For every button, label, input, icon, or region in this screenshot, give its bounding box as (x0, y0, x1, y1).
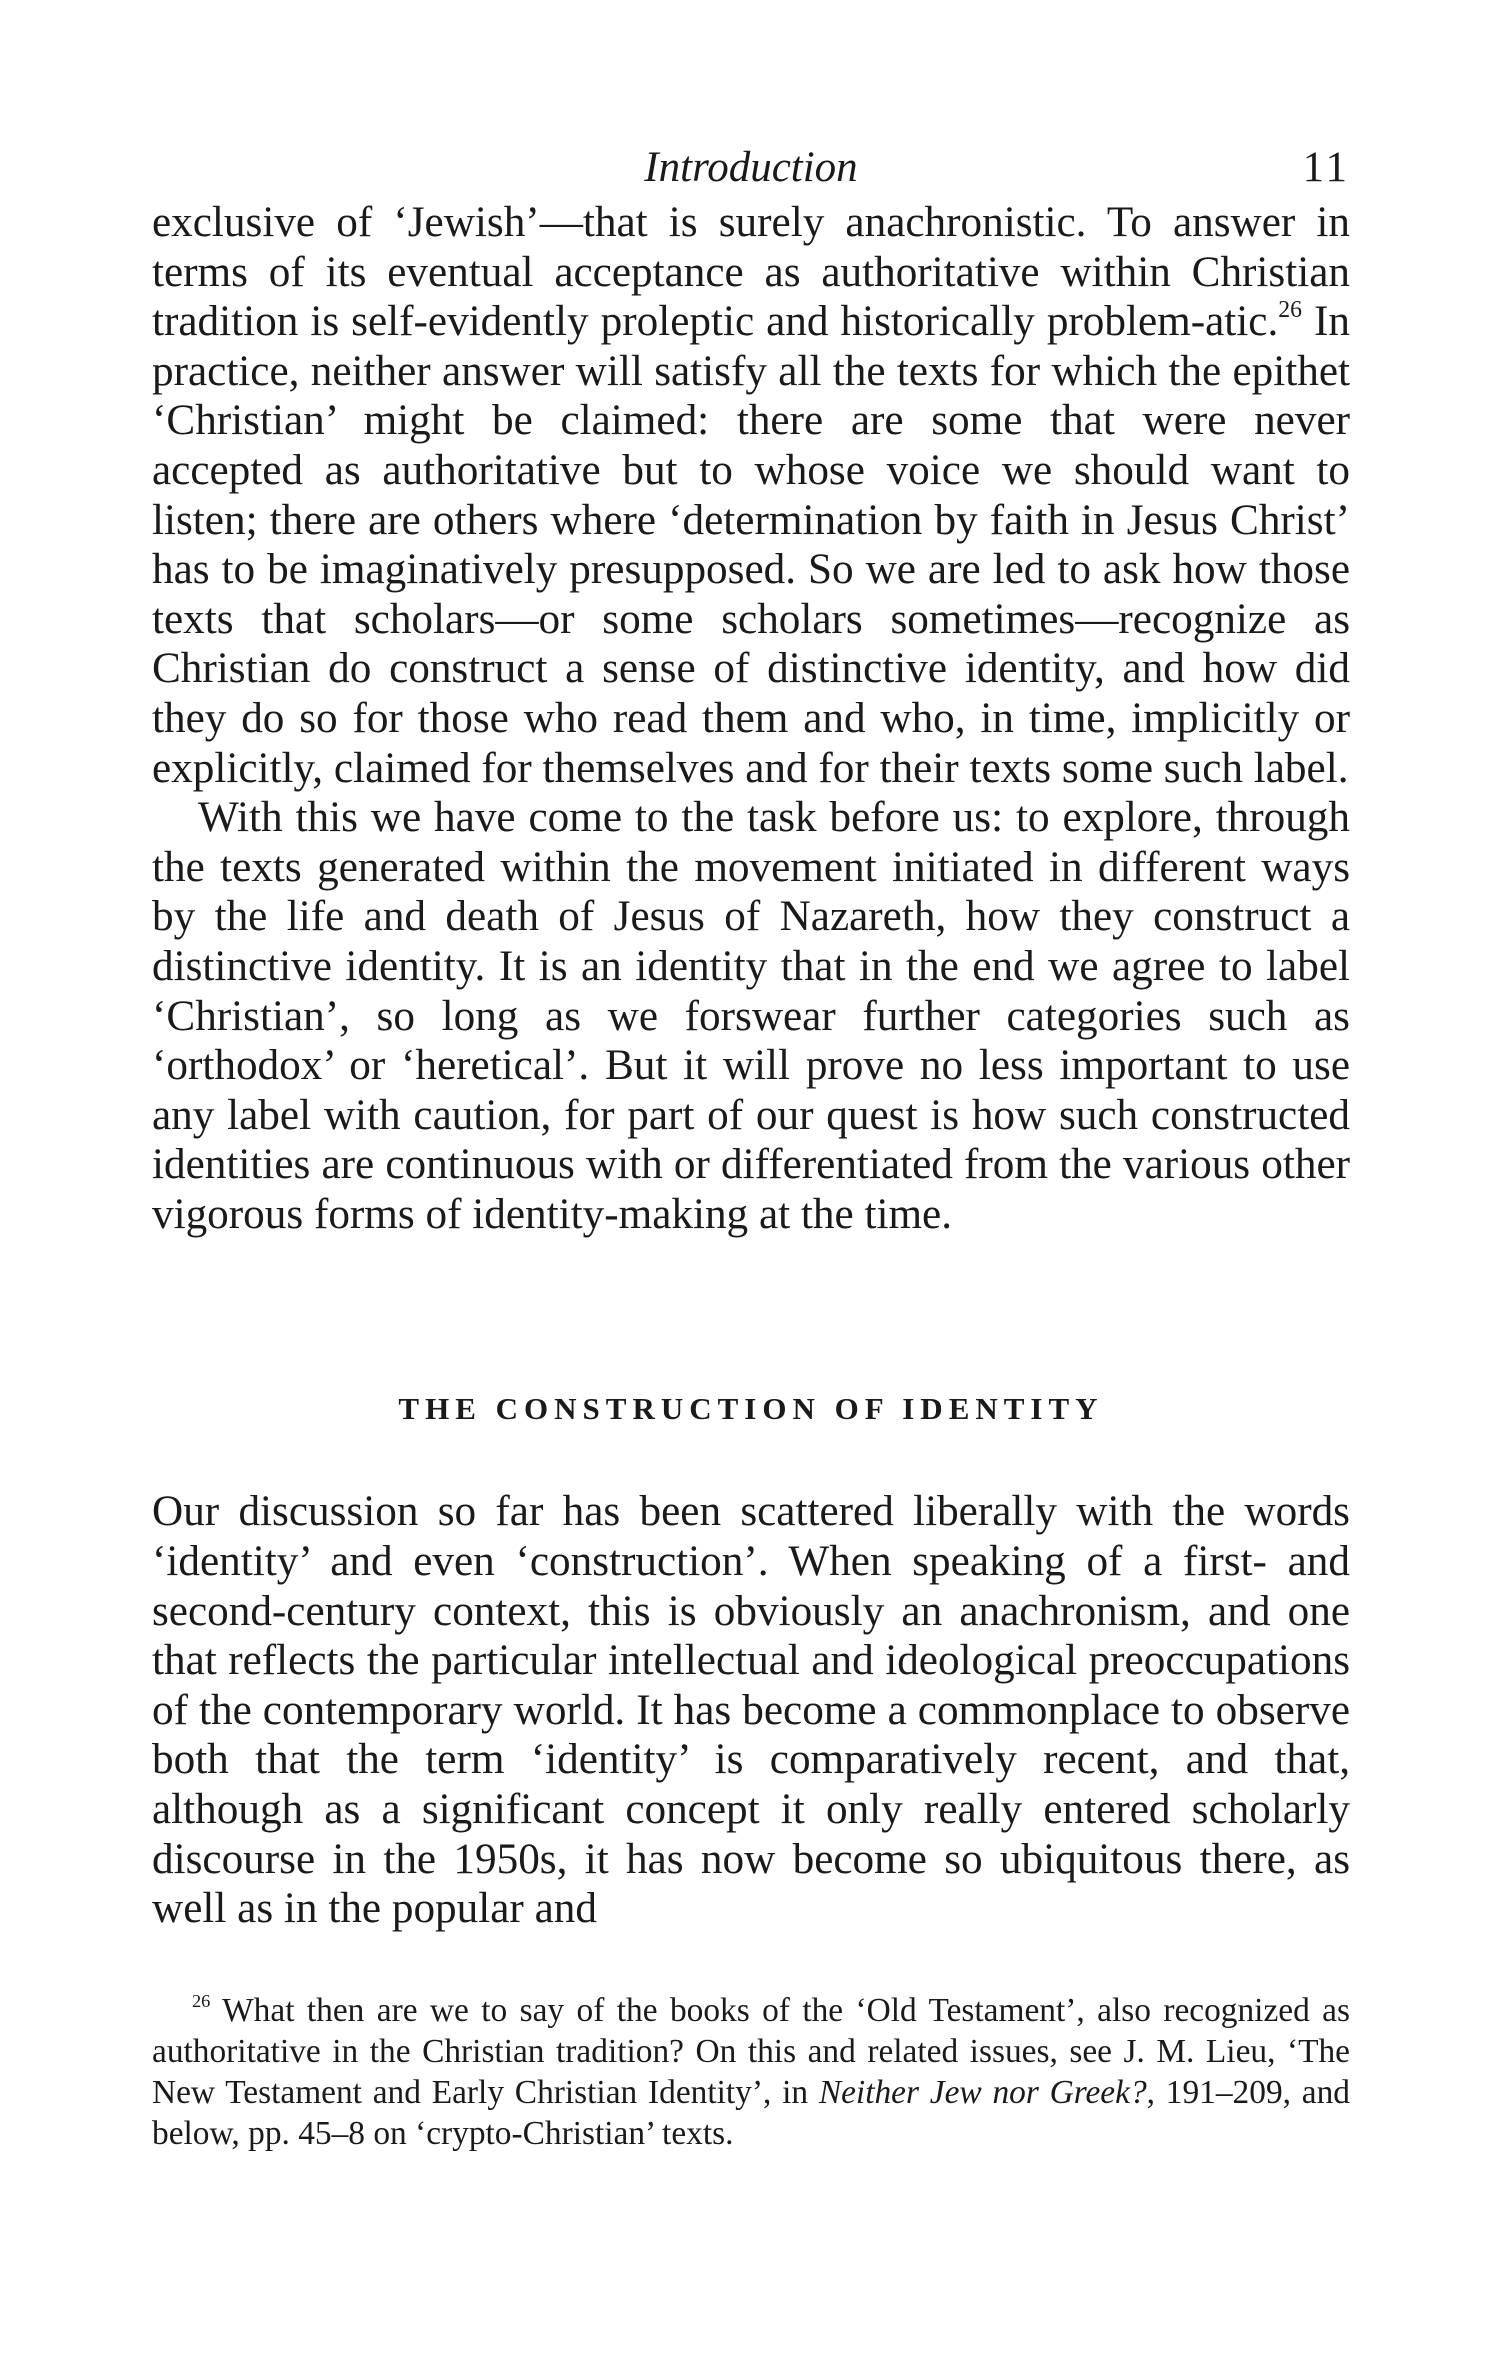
footnote-text-b: , 191–209, and below, pp. 45–8 on ‘crypto-Christian’ texts. (152, 2073, 1350, 2152)
running-title: Introduction (644, 144, 858, 191)
paragraph-1 (152, 198, 1350, 793)
section-heading: THE CONSTRUCTION OF IDENTITY (398, 1391, 1104, 1427)
footnote-number: 26 (192, 1991, 211, 2012)
footnote-book-title: Neither Jew nor Greek? (818, 2073, 1147, 2111)
page-number: 11 (1302, 144, 1350, 191)
footnote-text-a: What then are we to say of the books of the ‘Old Testament’, also recognized as authoritative in the Christian tradition? On this and related issues, see J. M. Lieu, ‘The New Testament and Early Christian Identity’, in (152, 1991, 1350, 2111)
footnote-26 (152, 1990, 1350, 2154)
footnotes (152, 1990, 1350, 2154)
document-page (152, 138, 1350, 2154)
paragraph-1-text-a: exclusive of ‘Jewish’—that is surely anachronistic. To answer in terms of its eventual acceptance as authoritative within Christian tradition is self-evidently proleptic and historically problem-atic. (152, 199, 1350, 346)
running-head (152, 138, 1350, 198)
paragraph-3: Our discussion so far has been scattered liberally with the words ‘identity’ and even ‘construction’. When speaking of a first- and second-century context, this is obviously an anachronism, and one that reflects the particular intellectual and ideological preoccupations of the contemporary world. It has become a commonplace to observe both that the term ‘identity’ is comparatively recent, and that, although as a significant concept it only really entered scholarly discourse in the 1950s, it has now become so ubiquitous there, as well as in the popular and (152, 1488, 1350, 1933)
footnote-reference: 26 (1278, 297, 1303, 324)
paragraph-2: With this we have come to the task before us: to explore, through the texts generated within the movement initiated in different ways by the life and death of Jesus of Nazareth, how they construct a distinctive identity. It is an identity that in the end we agree to label ‘Christian’, so long as we forswear further categories such as ‘orthodox’ or ‘heretical’. But it will prove no less important to use any label with caution, for part of our quest is how such constructed identities are continuous with or differentiated from the various other vigorous forms of identity-making at the time. (152, 794, 1350, 1238)
paragraph-1-text-b: In practice, neither answer will satisfy all the texts for which the epithet ‘Christian’ might be claimed: there are some that were never accepted as authoritative but to whose voice we should want to listen; there are others where ‘determination by faith in Jesus Christ’ has to be imaginatively presupposed. So we are led to ask how those texts that scholars—or some scholars sometimes—recognize as Christian do construct a sense of distinctive identity, and how did they do so for those who read them and who, in time, implicitly or explicitly, claimed for themselves and for their texts some such label. (152, 298, 1351, 792)
